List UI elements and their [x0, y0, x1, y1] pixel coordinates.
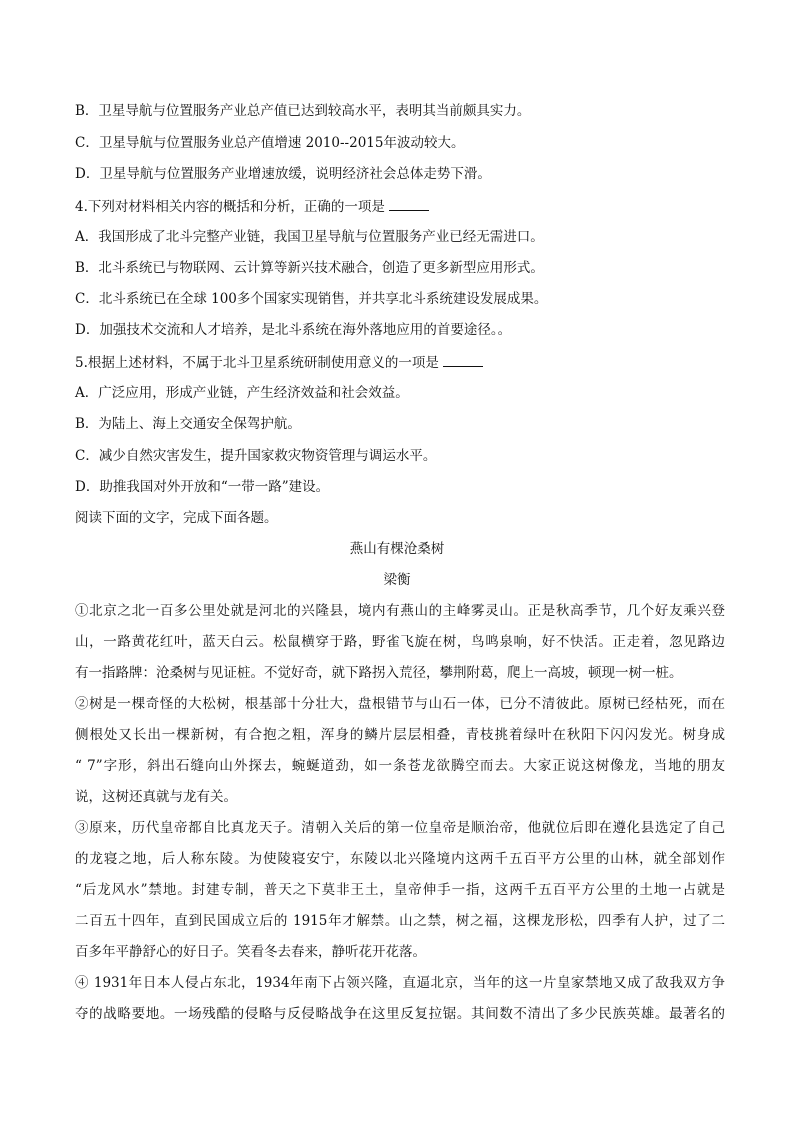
q5-stem: 5.根据上述材料，不属于北斗卫星系统研制使用意义的一项是	[75, 355, 439, 371]
q4-stem: 4.下列对材料相关内容的概括和分析，正确的一项是	[75, 199, 385, 215]
article-title: 燕山有棵沧桑树	[349, 541, 445, 557]
q4-option-a: A．我国形成了北斗完整产业链，我国卫星导航与位置服务产业已经无需进口。	[75, 229, 544, 245]
q5-option-d: D．助推我国对外开放和“一带一路”建设。	[75, 479, 330, 495]
q4-answer-blank[interactable]	[389, 196, 429, 211]
article-line: 百多年平静舒心的好日子。笑看冬去春来，静听花开花落。	[75, 944, 426, 960]
article-line: ③原来，历代皇帝都自比真龙天子。清朝入关后的第一位皇帝是顺治帝，他就位后即在遵化县选定了自己	[75, 820, 725, 836]
article-line: ④ 1931年日本人侵占东北，1934年南下占领兴隆，直逼北京，当年的这一片皇家禁地又成了敌我双方争	[75, 975, 725, 991]
article-line: “后龙风水”禁地。封建专制，普天之下莫非王土，皇帝伸手一指，这两千五百平方公里的土地一占就是	[75, 882, 725, 898]
q5-option-b: B．为陆上、海上交通安全保驾护航。	[75, 416, 301, 432]
q3-option-c: C．卫星导航与位置服务业总产值增速 2010--2015年波动较大。	[75, 135, 465, 151]
article-line: “ 7”字形，斜出石缝向山外探去，蜿蜒道劲，如一条苍龙欲腾空而去。大家正说这树像龙，当地的朋友	[75, 758, 725, 774]
q5-option-c: C．减少自然灾害发生，提升国家救灾物资管理与调运水平。	[75, 448, 437, 464]
article-line: 二百五十四年，直到民国成立后的 1915年才解禁。山之禁，树之福，这棵龙形松，四季有人护，过了二	[75, 913, 725, 929]
article-line: 夺的战略要地。一场残酷的侵略与反侵略战争在这里反复拉锯。其间数不清出了多少民族英雄。最著名的	[75, 1006, 725, 1022]
article-line: 的龙寝之地，后人称东陵。为使陵寝安宁，东陵以北兴隆境内这两千五百平方公里的山林，就全部划作	[75, 851, 725, 867]
q4-option-b: B．北斗系统已与物联网、云计算等新兴技术融合，创造了更多新型应用形式。	[75, 260, 544, 276]
reading-instruction: 阅读下面的文字，完成下面各题。	[75, 510, 278, 526]
article-line: 侧根处又长出一棵新树，有合抱之粗，浑身的鳞片层层相叠，青枝挑着绿叶在秋阳下闪闪发光。树身成	[75, 727, 725, 743]
q4-stem-line	[75, 196, 725, 217]
article-line: 有一指路牌：沧桑树与见证桩。不觉好奇，就下路拐入荒径，攀荆附葛，爬上一高坡，顿现一树一桩。	[75, 665, 683, 681]
article-line: ②树是一棵奇怪的大松树，根基部十分壮大，盘根错节与山石一体，已分不清彼此。原树已经枯死，而在	[75, 696, 725, 712]
q4-option-c: C．北斗系统已在全球 100多个国家实现销售，并共享北斗系统建设发展成果。	[75, 291, 548, 307]
article-line: 山，一路黄花红叶，蓝天白云。松鼠横穿于路，野雀飞旋在树，鸟鸣泉响，好不快活。正走着，忽见路边	[75, 634, 725, 650]
article-line: ①北京之北一百多公里处就是河北的兴隆县，境内有燕山的主峰雾灵山。正是秋高季节，几个好友乘兴登	[75, 603, 725, 619]
q5-option-a: A．广泛应用，形成产业链，产生经济效益和社会效益。	[75, 385, 409, 401]
q5-answer-blank[interactable]	[443, 352, 483, 367]
article-author: 梁衡	[383, 572, 411, 588]
article-line: 说，这树还真就与龙有关。	[75, 789, 237, 805]
q4-option-d: D．加强技术交流和人才培养，是北斗系统在海外落地应用的首要途径。。	[75, 322, 512, 338]
q3-option-b: B．卫星导航与位置服务产业总产值已达到较高水平，表明其当前颇具实力。	[75, 103, 531, 119]
q3-option-d: D．卫星导航与位置服务产业增速放缓，说明经济社会总体走势下滑。	[75, 166, 491, 182]
q5-stem-line	[75, 352, 725, 373]
